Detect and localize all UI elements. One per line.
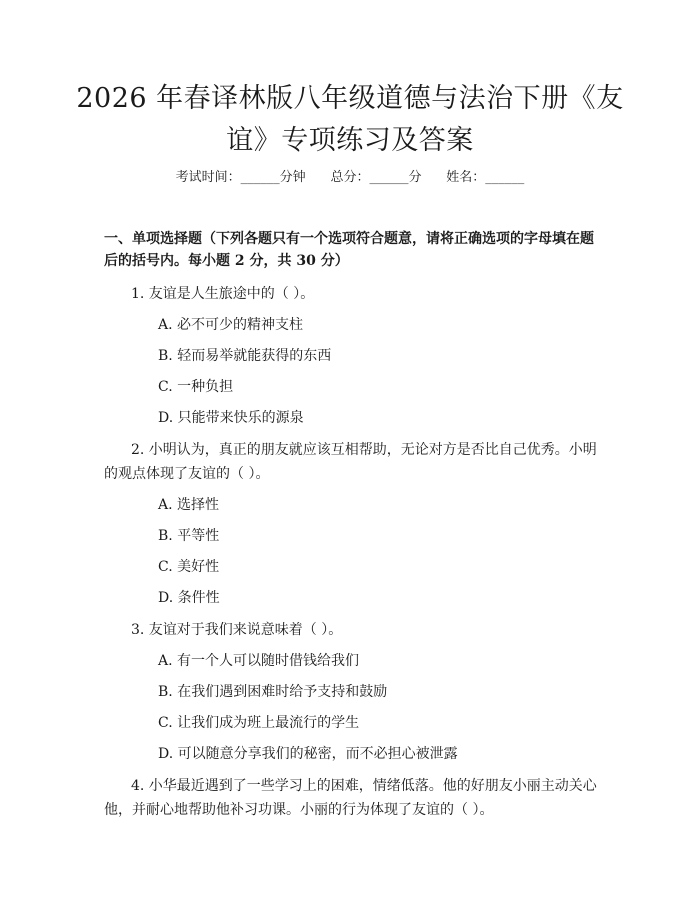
student-name: 姓名：______ bbox=[446, 170, 525, 185]
question-4-stem: 4. 小华最近遇到了一些学习上的困难，情绪低落。他的好朋友小丽主动关心他，并耐心地帮助他补习功课。小丽的行为体现了友谊的（ ）。 bbox=[104, 778, 597, 818]
question-2-option-c: C. 美好性 bbox=[158, 559, 220, 575]
question-1-option-d: D. 只能带来快乐的源泉 bbox=[158, 410, 304, 426]
document-title bbox=[60, 78, 640, 162]
question-2-option-a: A. 选择性 bbox=[158, 497, 220, 513]
title-line-2: 谊》专项练习及答案 bbox=[226, 125, 474, 156]
question-3-option-b: B. 在我们遇到困难时给予支持和鼓励 bbox=[158, 684, 388, 700]
title-line-1: 2026 年春译林版八年级道德与法治下册《友 bbox=[76, 83, 624, 114]
question-3-option-c: C. 让我们成为班上最流行的学生 bbox=[158, 715, 360, 731]
exam-meta bbox=[0, 168, 700, 188]
question-3-option-a: A. 有一个人可以随时借钱给我们 bbox=[158, 653, 360, 669]
question-3-stem: 3. 友谊对于我们来说意味着（ ）。 bbox=[131, 622, 343, 638]
question-1-option-a: A. 必不可少的精神支柱 bbox=[158, 317, 304, 333]
question-1-option-c: C. 一种负担 bbox=[158, 379, 234, 395]
section-heading-single-choice: 一、单项选择题（下列各题只有一个选项符合题意，请将正确选项的字母填在题后的括号内。每小题 2 分，共 30 分） bbox=[104, 231, 594, 269]
exam-time: 考试时间：______分钟 bbox=[175, 170, 306, 185]
exam-total-score: 总分：______分 bbox=[330, 170, 422, 185]
question-2-option-d: D. 条件性 bbox=[158, 590, 220, 606]
question-2-stem: 2. 小明认为，真正的朋友就应该互相帮助，无论对方是否比自己优秀。小明的观点体现了友谊的（ ）。 bbox=[104, 442, 597, 482]
question-1-stem: 1. 友谊是人生旅途中的（ ）。 bbox=[131, 286, 315, 302]
question-3-option-d: D. 可以随意分享我们的秘密，而不必担心被泄露 bbox=[158, 746, 458, 762]
question-1-option-b: B. 轻而易举就能获得的东西 bbox=[158, 348, 332, 364]
question-2-option-b: B. 平等性 bbox=[158, 528, 220, 544]
